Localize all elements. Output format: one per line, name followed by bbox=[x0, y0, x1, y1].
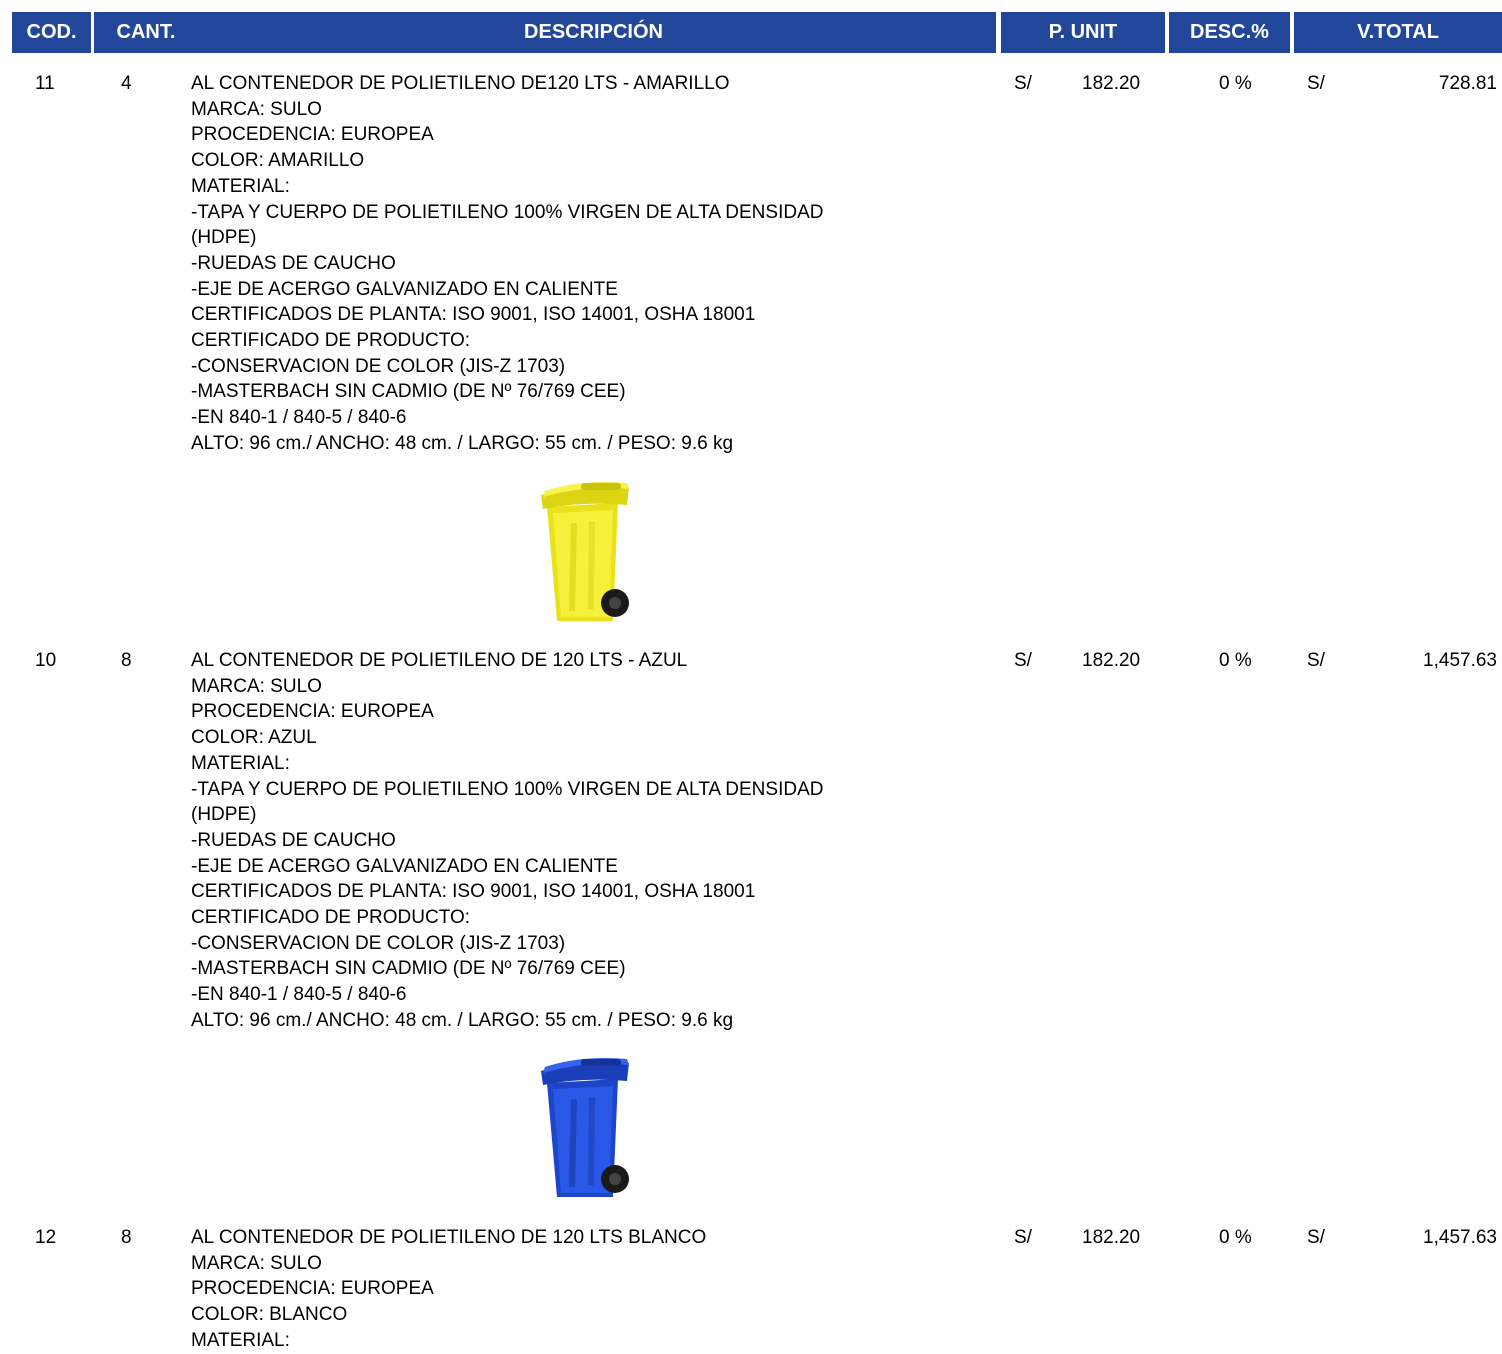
desc-line: -TAPA Y CUERPO DE POLIETILENO 100% VIRGEN DE ALTA DENSIDAD bbox=[191, 778, 824, 800]
desc-line: AL CONTENEDOR DE POLIETILENO DE 120 LTS - AZUL bbox=[191, 650, 688, 671]
yellow-wheelie-bin-image bbox=[523, 479, 643, 629]
blue-bin-icon bbox=[523, 1055, 643, 1205]
item-total: 1,457.63 bbox=[1423, 650, 1497, 671]
desc-line: CERTIFICADOS DE PLANTA: ISO 9001, ISO 14001, OSHA 18001 bbox=[191, 304, 756, 326]
desc-line: -RUEDAS DE CAUCHO bbox=[191, 252, 396, 274]
item-discount: 0 % bbox=[1219, 650, 1252, 671]
blue-wheelie-bin-image bbox=[523, 1055, 643, 1205]
item-unit-price: 182.20 bbox=[1082, 1227, 1141, 1248]
item-currency: S/ bbox=[1014, 73, 1032, 94]
desc-line: (HDPE) bbox=[191, 227, 257, 249]
item-cod: 10 bbox=[35, 650, 57, 671]
table-header bbox=[12, 12, 1502, 53]
desc-line: MARCA: SULO bbox=[191, 98, 322, 120]
desc-line: ALTO: 96 cm./ ANCHO: 48 cm. / LARGO: 55 cm. / PESO: 9.6 kg bbox=[191, 1009, 734, 1031]
desc-line: COLOR: BLANCO bbox=[191, 1304, 348, 1326]
item-cant: 4 bbox=[121, 73, 132, 94]
header-p-unit: P. UNIT bbox=[1001, 12, 1165, 53]
desc-line: -RUEDAS DE CAUCHO bbox=[191, 829, 396, 851]
item-currency: S/ bbox=[1014, 1227, 1032, 1248]
header-descripcion: DESCRIPCIÓN bbox=[191, 12, 996, 53]
desc-line: CERTIFICADOS DE PLANTA: ISO 9001, ISO 14001, OSHA 18001 bbox=[191, 881, 756, 903]
item-description bbox=[191, 71, 991, 457]
header-cod: COD. bbox=[12, 12, 91, 53]
desc-line: ALTO: 96 cm./ ANCHO: 48 cm. / LARGO: 55 cm. / PESO: 9.6 kg bbox=[191, 432, 734, 454]
desc-line: -EN 840-1 / 840-5 / 840-6 bbox=[191, 984, 407, 1006]
desc-line: COLOR: AMARILLO bbox=[191, 150, 365, 172]
desc-line: -EJE DE ACERGO GALVANIZADO EN CALIENTE bbox=[191, 855, 618, 877]
header-cant: CANT. bbox=[94, 12, 198, 53]
item-discount: 0 % bbox=[1219, 1227, 1252, 1248]
yellow-bin-icon bbox=[523, 479, 643, 629]
item-discount: 0 % bbox=[1219, 73, 1252, 94]
item-description bbox=[191, 648, 991, 1034]
desc-line: MATERIAL: bbox=[191, 175, 290, 197]
desc-line: PROCEDENCIA: EUROPEA bbox=[191, 1278, 434, 1300]
desc-line: MATERIAL: bbox=[191, 1329, 290, 1351]
desc-line: -TAPA Y CUERPO DE POLIETILENO 100% VIRGEN DE ALTA DENSIDAD bbox=[191, 201, 824, 223]
item-total: 728.81 bbox=[1438, 73, 1497, 94]
item-cod: 11 bbox=[35, 73, 55, 94]
desc-line: COLOR: AZUL bbox=[191, 727, 317, 749]
item-cant: 8 bbox=[121, 1227, 132, 1248]
item-total-currency: S/ bbox=[1307, 1227, 1325, 1248]
item-description bbox=[191, 1225, 991, 1354]
item-unit-price: 182.20 bbox=[1082, 650, 1141, 671]
item-cod: 12 bbox=[35, 1227, 57, 1248]
desc-line: -CONSERVACION DE COLOR (JIS-Z 1703) bbox=[191, 355, 566, 377]
item-cant: 8 bbox=[121, 650, 132, 671]
desc-line: PROCEDENCIA: EUROPEA bbox=[191, 124, 434, 146]
desc-line: PROCEDENCIA: EUROPEA bbox=[191, 701, 434, 723]
desc-line: -MASTERBACH SIN CADMIO (DE Nº 76/769 CEE) bbox=[191, 958, 626, 980]
desc-line: -MASTERBACH SIN CADMIO (DE Nº 76/769 CEE) bbox=[191, 381, 626, 403]
desc-line: AL CONTENEDOR DE POLIETILENO DE120 LTS - AMARILLO bbox=[191, 73, 730, 94]
item-currency: S/ bbox=[1014, 650, 1032, 671]
header-desc-pct: DESC.% bbox=[1169, 12, 1290, 53]
item-total: 1,457.63 bbox=[1423, 1227, 1497, 1248]
desc-line: CERTIFICADO DE PRODUCTO: bbox=[191, 330, 471, 352]
desc-line: -EJE DE ACERGO GALVANIZADO EN CALIENTE bbox=[191, 278, 618, 300]
desc-line: -EN 840-1 / 840-5 / 840-6 bbox=[191, 407, 407, 429]
desc-line: (HDPE) bbox=[191, 804, 257, 826]
desc-line: AL CONTENEDOR DE POLIETILENO DE 120 LTS BLANCO bbox=[191, 1227, 707, 1248]
item-total-currency: S/ bbox=[1307, 73, 1325, 94]
desc-line: MATERIAL: bbox=[191, 752, 290, 774]
desc-line: MARCA: SULO bbox=[191, 1252, 322, 1274]
desc-line: -CONSERVACION DE COLOR (JIS-Z 1703) bbox=[191, 932, 566, 954]
desc-line: CERTIFICADO DE PRODUCTO: bbox=[191, 907, 471, 929]
desc-line: MARCA: SULO bbox=[191, 675, 322, 697]
item-total-currency: S/ bbox=[1307, 650, 1325, 671]
item-unit-price: 182.20 bbox=[1082, 73, 1141, 94]
header-v-total: V.TOTAL bbox=[1294, 12, 1502, 53]
